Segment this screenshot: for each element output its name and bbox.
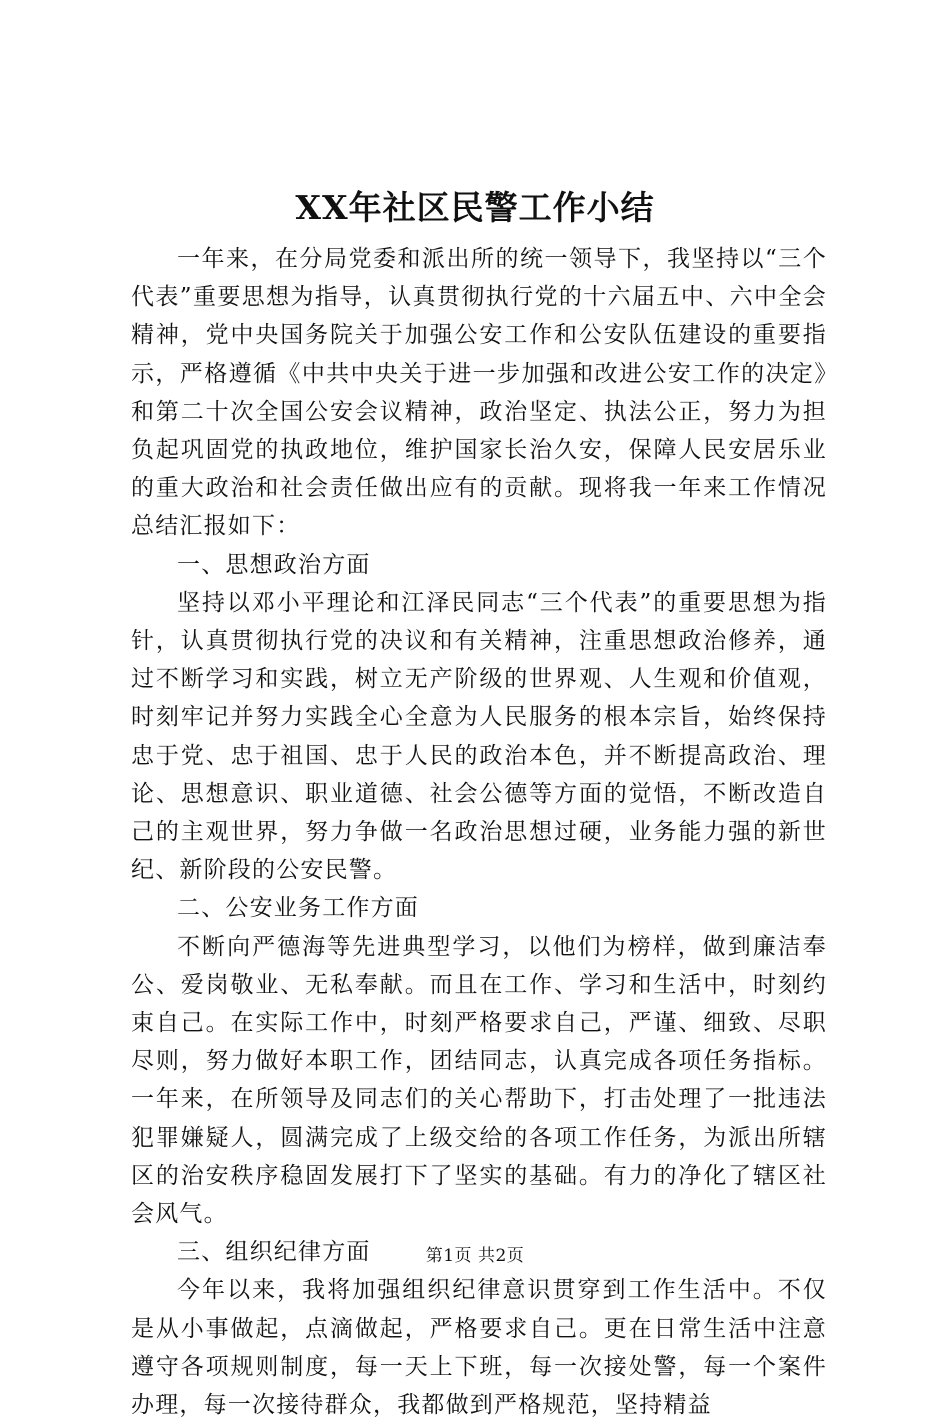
paragraph-section-1: 坚持以邓小平理论和江泽民同志“三个代表”的重要思想为指针，认真贯彻执行党的决议和有关精神，注重思想政治修养，通过不断学习和实践，树立无产阶级的世界观、人生观和价值观，时刻牢记并努力实践全心全意为人民服务的根本宗旨，始终保持忠于党、忠于祖国、忠于人民的政治本色，并不断提高政治、理论、思想意识、职业道德、社会公德等方面的觉悟，不断改造自己的主观世界，努力争做一名政治思想过硬，业务能力强的新世纪、新阶段的公安民警。 bbox=[131, 589, 827, 884]
section-heading-1: 一、思想政治方面 bbox=[177, 551, 371, 578]
paragraph-section-3: 今年以来，我将加强组织纪律意识贯穿到工作生活中。不仅是从小事做起，点滴做起，严格要求自己。更在日常生活中注意遵守各项规则制度，每一天上下班，每一次接处警，每一个案件办理，每一次接待群众，我都做到严格规范，坚持精益 bbox=[131, 1277, 827, 1419]
document-title: XX年社区民警工作小结 bbox=[295, 188, 655, 227]
section-heading-2: 二、公安业务工作方面 bbox=[177, 895, 419, 922]
paragraph-section-2: 不断向严德海等先进典型学习，以他们为榜样，做到廉洁奉公、爱岗敬业、无私奉献。而且在工作、学习和生活中，时刻约束自己。在实际工作中，时刻严格要求自己，严谨、细致、尽职尽则，努力做好本职工作，团结同志，认真完成各项任务指标。一年来，在所领导及同志们的关心帮助下，打击处理了一批违法犯罪嫌疑人，圆满完成了上级交给的各项工作任务，为派出所辖区的治安秩序稳固发展打下了坚实的基础。有力的净化了辖区社会风气。 bbox=[131, 933, 827, 1228]
paragraph-intro: 一年来，在分局党委和派出所的统一领导下，我坚持以“三个代表”重要思想为指导，认真贯彻执行党的十六届五中、六中全会精神，党中央国务院关于加强公安工作和公安队伍建设的重要指示，严格遵循《中共中央关于进一步加强和改进公安工作的决定》和第二十次全国公安会议精神，政治坚定、执法公正，努力为担负起巩固党的执政地位，维护国家长治久安，保障人民安居乐业的重大政治和社会责任做出应有的贡献。现将我一年来工作情况总结汇报如下： bbox=[131, 246, 827, 540]
section-heading-3: 三、组织纪律方面 bbox=[177, 1239, 371, 1266]
page-footer: 第1页 共2页 bbox=[425, 1246, 525, 1266]
